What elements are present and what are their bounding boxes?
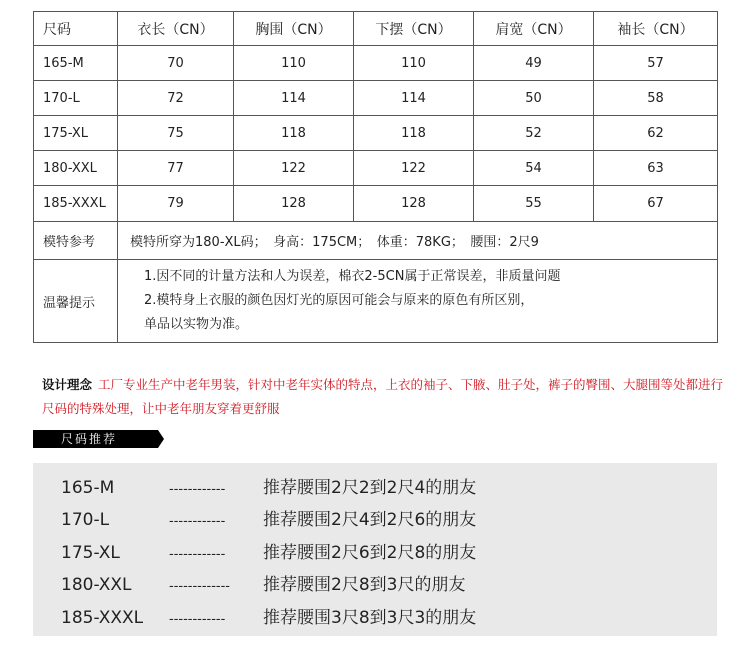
recommend-size: 165-M bbox=[61, 478, 115, 498]
recommend-dash: ------------- bbox=[169, 579, 230, 594]
cell-size: 175-XL bbox=[34, 116, 118, 151]
header-size: 尺码 bbox=[34, 12, 118, 46]
header-hem: 下摆（CN） bbox=[354, 12, 474, 46]
cell-length: 79 bbox=[118, 186, 234, 222]
cell-chest: 128 bbox=[234, 186, 354, 222]
size-chart-table bbox=[33, 11, 718, 343]
cell-chest: 110 bbox=[234, 46, 354, 81]
cell-chest: 122 bbox=[234, 151, 354, 186]
cell-shoulder: 49 bbox=[474, 46, 594, 81]
design-concept-label: 设计理念 bbox=[42, 377, 93, 392]
cell-length: 70 bbox=[118, 46, 234, 81]
cell-shoulder: 54 bbox=[474, 151, 594, 186]
tip-line: 单品以实物为准。 bbox=[144, 317, 249, 332]
header-length: 衣长（CN） bbox=[118, 12, 234, 46]
table-row bbox=[34, 46, 718, 81]
table-row bbox=[34, 116, 718, 151]
size-recommend-tag: 尺码推荐 bbox=[33, 430, 158, 448]
cell-hem: 118 bbox=[354, 116, 474, 151]
recommend-dash: ------------ bbox=[169, 482, 226, 497]
tip-line: 1.因不同的计量方法和人为误差，棉衣2-5CN属于正常误差，非质量问题 bbox=[144, 269, 561, 284]
cell-sleeve: 67 bbox=[594, 186, 718, 222]
recommend-row bbox=[61, 570, 465, 600]
table-row bbox=[34, 186, 718, 222]
cell-shoulder: 55 bbox=[474, 186, 594, 222]
cell-hem: 128 bbox=[354, 186, 474, 222]
cell-hem: 114 bbox=[354, 81, 474, 116]
table-header-row bbox=[34, 12, 718, 46]
cell-length: 75 bbox=[118, 116, 234, 151]
tip-line: 2.模特身上衣服的颜色因灯光的原因可能会与原来的原色有所区别， bbox=[144, 293, 534, 308]
recommend-text: 推荐腰围2尺4到2尺6的朋友 bbox=[263, 510, 477, 530]
cell-size: 170-L bbox=[34, 81, 118, 116]
model-reference-label: 模特参考 bbox=[34, 222, 118, 260]
size-recommend-panel bbox=[33, 463, 717, 636]
recommend-text: 推荐腰围2尺2到2尺4的朋友 bbox=[263, 478, 477, 498]
header-shoulder: 肩宽（CN） bbox=[474, 12, 594, 46]
cell-shoulder: 50 bbox=[474, 81, 594, 116]
model-reference-text: 模特所穿为180-XL码； 身高：175CM； 体重：78KG； 腰围：2尺9 bbox=[118, 222, 718, 260]
recommend-row bbox=[61, 603, 476, 633]
cell-chest: 114 bbox=[234, 81, 354, 116]
cell-size: 185-XXXL bbox=[34, 186, 118, 222]
table-row bbox=[34, 151, 718, 186]
recommend-size: 185-XXXL bbox=[61, 608, 144, 628]
recommend-dash: ------------ bbox=[169, 514, 226, 529]
recommend-dash: ------------ bbox=[169, 612, 226, 627]
design-concept bbox=[42, 373, 732, 421]
recommend-text: 推荐腰围2尺6到2尺8的朋友 bbox=[263, 543, 477, 563]
cell-hem: 110 bbox=[354, 46, 474, 81]
recommend-row bbox=[61, 473, 476, 503]
cell-sleeve: 62 bbox=[594, 116, 718, 151]
recommend-size: 175-XL bbox=[61, 543, 120, 563]
recommend-row bbox=[61, 505, 476, 535]
header-sleeve: 袖长（CN） bbox=[594, 12, 718, 46]
cell-sleeve: 63 bbox=[594, 151, 718, 186]
cell-shoulder: 52 bbox=[474, 116, 594, 151]
recommend-text: 推荐腰围2尺8到3尺的朋友 bbox=[263, 575, 466, 595]
design-concept-text: 工厂专业生产中老年男装，针对中老年实体的特点，上衣的袖子、下腋、肚子处，裤子的臀围、大腿围等处都进行尺码的特殊处理，让中老年朋友穿着更舒服 bbox=[42, 377, 724, 416]
tips-row bbox=[34, 260, 718, 343]
recommend-text: 推荐腰围3尺8到3尺3的朋友 bbox=[263, 608, 477, 628]
recommend-row bbox=[61, 538, 476, 568]
cell-sleeve: 57 bbox=[594, 46, 718, 81]
cell-hem: 122 bbox=[354, 151, 474, 186]
model-reference-row bbox=[34, 222, 718, 260]
cell-size: 165-M bbox=[34, 46, 118, 81]
recommend-size: 180-XXL bbox=[61, 575, 132, 595]
cell-chest: 118 bbox=[234, 116, 354, 151]
recommend-size: 170-L bbox=[61, 510, 110, 530]
tips-content bbox=[118, 260, 718, 343]
cell-length: 72 bbox=[118, 81, 234, 116]
tips-label: 温馨提示 bbox=[34, 260, 118, 343]
cell-size: 180-XXL bbox=[34, 151, 118, 186]
cell-length: 77 bbox=[118, 151, 234, 186]
cell-sleeve: 58 bbox=[594, 81, 718, 116]
header-chest: 胸围（CN） bbox=[234, 12, 354, 46]
recommend-dash: ------------ bbox=[169, 547, 226, 562]
table-row bbox=[34, 81, 718, 116]
